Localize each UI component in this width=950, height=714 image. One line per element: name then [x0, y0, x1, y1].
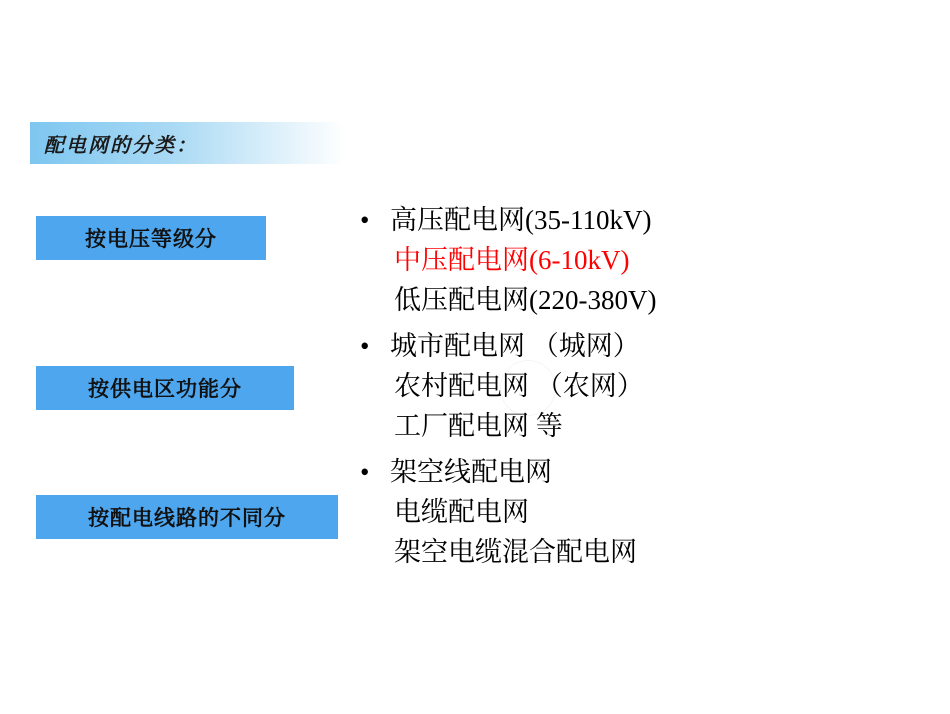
bullet-text-highlighted: 中压配电网(6-10kV) [394, 245, 630, 275]
bullet-text: 电缆配电网 [394, 497, 529, 527]
label-box-voltage [36, 216, 266, 260]
bullet-dot-icon: • [360, 205, 370, 235]
label-box-area [36, 366, 294, 410]
bullet-dot-icon: • [360, 457, 370, 487]
label-box-voltage-text: 按电压等级分 [85, 226, 217, 251]
bullet-spacer [360, 280, 390, 320]
bullet-column [360, 200, 920, 578]
bullet-group-line [360, 452, 920, 572]
bullet-line [360, 326, 920, 366]
bullet-line [360, 492, 920, 532]
bullet-group-voltage [360, 200, 920, 320]
label-box-line-text: 按配电线路的不同分 [88, 505, 286, 530]
page-title: 配电网的分类： [44, 132, 198, 157]
bullet-spacer [360, 492, 390, 532]
bullet-text: 低压配电网(220-380V) [394, 285, 657, 315]
bullet-text: 农村配电网 （农网） [394, 371, 644, 401]
bullet-spacer [360, 532, 390, 572]
bullet-line [360, 452, 920, 492]
bullet-line [360, 200, 920, 240]
bullet-text: 工厂配电网 等 [394, 411, 563, 441]
bullet-line [360, 532, 920, 572]
bullet-dot-icon: • [360, 331, 370, 361]
label-box-area-text: 按供电区功能分 [88, 376, 242, 401]
bullet-text: 架空线配电网 [390, 457, 552, 487]
bullet-line [360, 406, 920, 446]
bullet-line [360, 366, 920, 406]
label-box-line [36, 495, 338, 539]
bullet-line [360, 280, 920, 320]
bullet-text: 高压配电网(35-110kV) [390, 205, 652, 235]
bullet-spacer [360, 366, 390, 406]
bullet-text: 城市配电网 （城网） [390, 331, 640, 361]
bullet-group-area [360, 326, 920, 446]
bullet-spacer [360, 406, 390, 446]
bullet-text: 架空电缆混合配电网 [394, 537, 637, 567]
title-banner [30, 122, 345, 164]
bullet-spacer [360, 240, 390, 280]
bullet-line [360, 240, 920, 280]
